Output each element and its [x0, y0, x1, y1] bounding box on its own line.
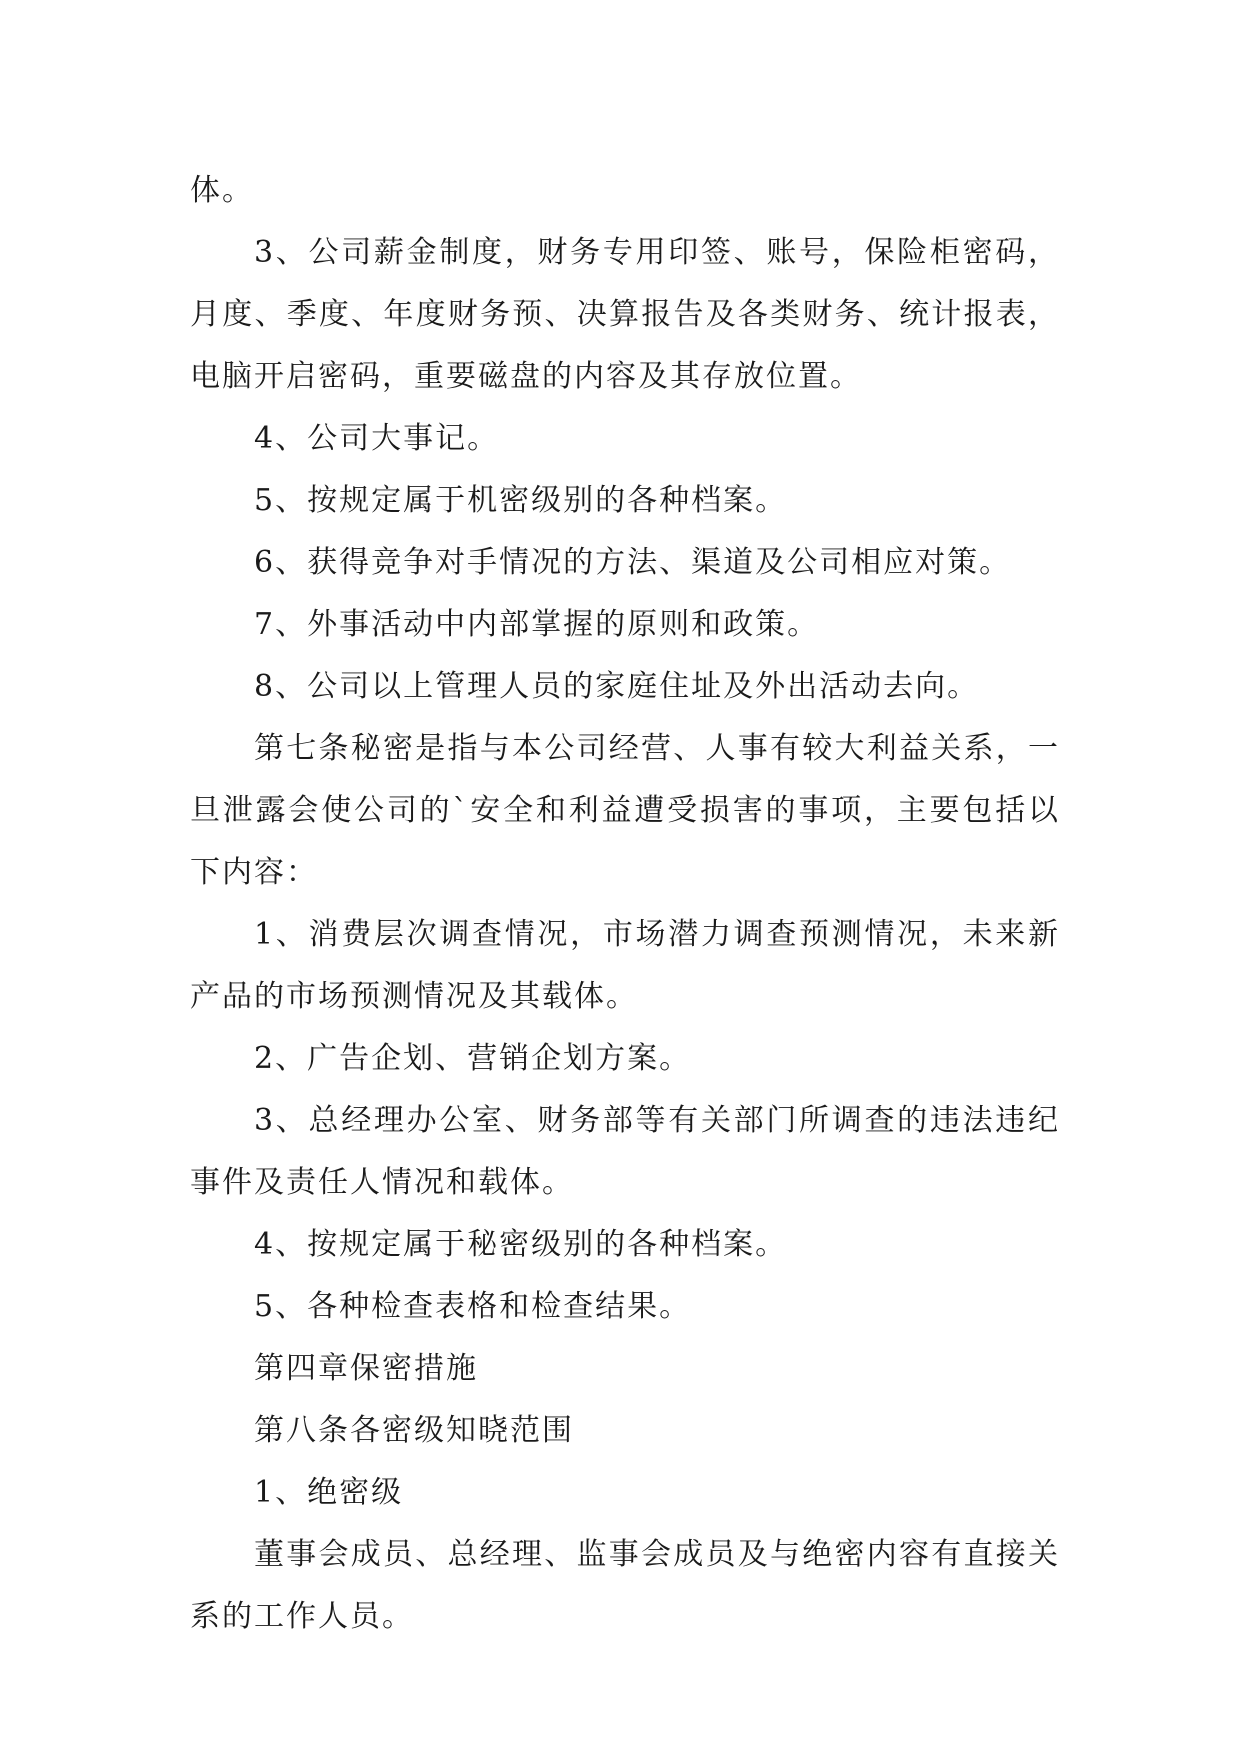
article-heading: 第八条各密级知晓范围	[254, 1413, 574, 1448]
paragraph: 4、公司大事记。	[254, 421, 500, 456]
paragraph: 1、消费层次调查情况，市场潜力调查预测情况，未来新产品的市场预测情况及其载体。	[190, 917, 1060, 1014]
paragraph: 董事会成员、总经理、监事会成员及与绝密内容有直接关系的工作人员。	[190, 1537, 1060, 1634]
paragraph: 6、获得竞争对手情况的方法、渠道及公司相应对策。	[254, 545, 1012, 580]
paragraph: 5、各种检查表格和检查结果。	[254, 1289, 692, 1324]
paragraph: 3、公司薪金制度，财务专用印签、账号，保险柜密码，月度、季度、年度财务预、决算报告及各类财务、统计报表，电脑开启密码，重要磁盘的内容及其存放位置。	[190, 235, 1060, 394]
paragraph: 7、外事活动中内部掌握的原则和政策。	[254, 607, 820, 642]
document-body	[190, 160, 1060, 1648]
paragraph: 5、按规定属于机密级别的各种档案。	[254, 483, 788, 518]
paragraph: 体。	[190, 173, 254, 208]
paragraph: 8、公司以上管理人员的家庭住址及外出活动去向。	[254, 669, 980, 704]
chapter-heading: 第四章保密措施	[254, 1351, 478, 1386]
paragraph: 4、按规定属于秘密级别的各种档案。	[254, 1227, 788, 1262]
paragraph: 第七条秘密是指与本公司经营、人事有较大利益关系，一旦泄露会使公司的`安全和利益遭受损害的事项，主要包括以下内容：	[190, 731, 1060, 890]
paragraph: 2、广告企划、营销企划方案。	[254, 1041, 692, 1076]
paragraph: 1、绝密级	[254, 1475, 404, 1510]
paragraph: 3、总经理办公室、财务部等有关部门所调查的违法违纪事件及责任人情况和载体。	[190, 1103, 1060, 1200]
